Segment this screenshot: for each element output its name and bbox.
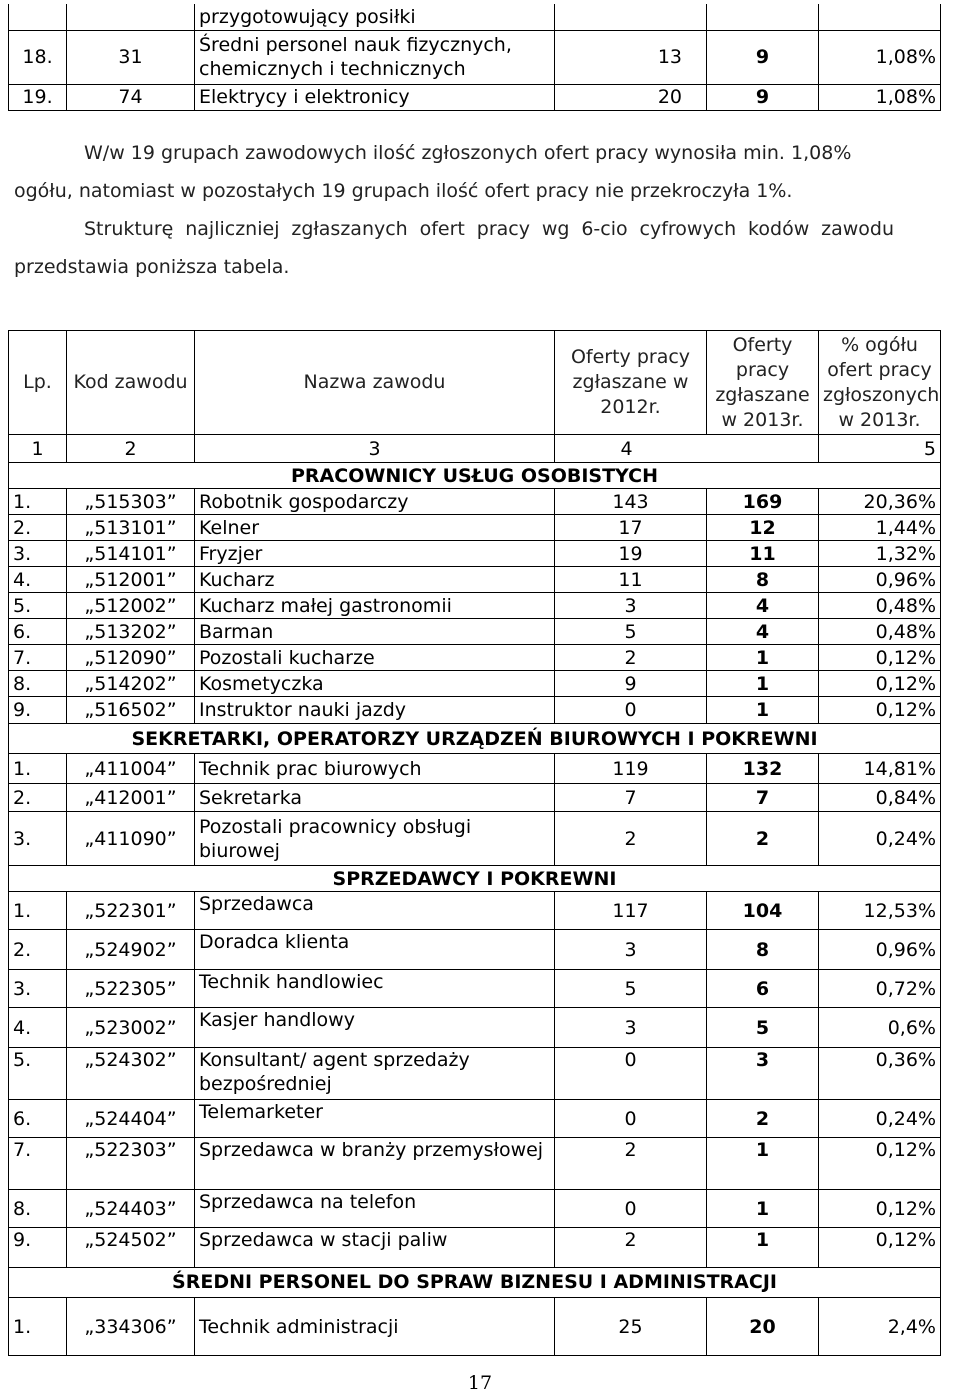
name-cell: Fryzjer xyxy=(195,541,555,567)
code-cell: „523002” xyxy=(67,1008,195,1048)
section-title: ŚREDNI PERSONEL DO SPRAW BIZNESU I ADMINISTRACJI xyxy=(9,1268,941,1298)
pct-cell: 0,48% xyxy=(819,619,941,645)
table-row xyxy=(9,4,941,30)
number-cell: 2 xyxy=(67,435,195,463)
lp-cell: 8. xyxy=(9,1190,67,1228)
code-cell: „524302” xyxy=(67,1048,195,1100)
v2013-cell: 7 xyxy=(707,784,819,812)
paragraph-line: ogółu, natomiast w pozostałych 19 grupach ilość ofert pracy nie przekroczyła 1%. xyxy=(14,180,793,202)
lp-cell: 4. xyxy=(9,567,67,593)
table-row xyxy=(9,754,941,784)
v2012-cell: 11 xyxy=(555,567,707,593)
v2013-cell: 2 xyxy=(707,812,819,866)
section-row xyxy=(9,866,941,892)
code-cell: „513202” xyxy=(67,619,195,645)
name-cell: Doradca klienta xyxy=(195,930,555,970)
header-pct: % ogółu ofert pracy zgłoszonych w 2013r. xyxy=(819,331,941,435)
lp-cell: 4. xyxy=(9,1008,67,1048)
section-row xyxy=(9,463,941,489)
v2013-cell: 1 xyxy=(707,671,819,697)
pct-cell: 1,44% xyxy=(819,515,941,541)
table-row xyxy=(9,671,941,697)
pct-cell: 0,12% xyxy=(819,1190,941,1228)
pct-cell: 0,12% xyxy=(819,1138,941,1190)
v2012-cell xyxy=(555,4,707,30)
code-cell: „512002” xyxy=(67,593,195,619)
lp-cell: 8. xyxy=(9,671,67,697)
v2013-cell: 1 xyxy=(707,697,819,724)
lp-cell: 9. xyxy=(9,697,67,724)
v2013-cell: 3 xyxy=(707,1048,819,1100)
lp-cell: 7. xyxy=(9,1138,67,1190)
v2012-cell: 2 xyxy=(555,812,707,866)
pct-cell: 20,36% xyxy=(819,489,941,515)
lp-cell: 2. xyxy=(9,784,67,812)
header-code: Kod zawodu xyxy=(67,331,195,435)
v2013-cell: 4 xyxy=(707,619,819,645)
v2012-cell: 5 xyxy=(555,970,707,1008)
v2013-cell: 8 xyxy=(707,567,819,593)
pct-cell: 0,12% xyxy=(819,697,941,724)
code-cell: „522303” xyxy=(67,1138,195,1190)
pct-cell: 1,08% xyxy=(819,30,941,84)
name-cell: Barman xyxy=(195,619,555,645)
code-cell: „512001” xyxy=(67,567,195,593)
occupation-offers-table xyxy=(8,330,941,1356)
v2013-cell: 12 xyxy=(707,515,819,541)
number-cell: 1 xyxy=(9,435,67,463)
continuation-table xyxy=(8,4,941,111)
header-2013: Oferty pracy zgłaszane w 2013r. xyxy=(707,331,819,435)
v2013-cell: 104 xyxy=(707,892,819,930)
name-cell: Kucharz małej gastronomii xyxy=(195,593,555,619)
v2013-cell: 132 xyxy=(707,754,819,784)
code-cell: „512090” xyxy=(67,645,195,671)
table-row xyxy=(9,1048,941,1100)
v2012-cell: 119 xyxy=(555,754,707,784)
table-row xyxy=(9,1100,941,1138)
name-cell: Instruktor nauki jazdy xyxy=(195,697,555,724)
lp-cell: 5. xyxy=(9,593,67,619)
code-cell: „515303” xyxy=(67,489,195,515)
code-cell: 31 xyxy=(67,30,195,84)
code-cell: „516502” xyxy=(67,697,195,724)
name-cell: Sprzedawca w branży przemysłowej xyxy=(195,1138,555,1190)
paragraph-line: Strukturę najliczniej zgłaszanych ofert pracy wg 6-cio cyfrowych kodów zawodu xyxy=(84,218,894,240)
section-title: SEKRETARKI, OPERATORZY URZĄDZEŃ BIUROWYCH I POKREWNI xyxy=(9,724,941,754)
code-cell: „513101” xyxy=(67,515,195,541)
pct-cell: 0,48% xyxy=(819,593,941,619)
name-cell: Kelner xyxy=(195,515,555,541)
name-cell: Sprzedawca w stacji paliw xyxy=(195,1228,555,1268)
header-row xyxy=(9,331,941,435)
v2012-cell: 17 xyxy=(555,515,707,541)
code-cell: „524502” xyxy=(67,1228,195,1268)
lp-cell: 1. xyxy=(9,754,67,784)
name-cell: Robotnik gospodarczy xyxy=(195,489,555,515)
lp-cell: 1. xyxy=(9,489,67,515)
code-cell: „411004” xyxy=(67,754,195,784)
lp-cell: 2. xyxy=(9,930,67,970)
name-cell: Elektrycy i elektronicy xyxy=(195,84,555,110)
v2013-cell: 1 xyxy=(707,1190,819,1228)
paragraph-line: przedstawia poniższa tabela. xyxy=(14,256,290,278)
table-row xyxy=(9,697,941,724)
header-name: Nazwa zawodu xyxy=(195,331,555,435)
v2012-cell: 0 xyxy=(555,1100,707,1138)
name-cell: Konsultant/ agent sprzedaży bezpośredniej xyxy=(195,1048,555,1100)
v2012-cell: 0 xyxy=(555,697,707,724)
v2013-cell xyxy=(707,4,819,30)
pct-cell: 0,24% xyxy=(819,812,941,866)
lp-cell: 3. xyxy=(9,970,67,1008)
code-cell: „412001” xyxy=(67,784,195,812)
pct-cell: 2,4% xyxy=(819,1298,941,1356)
lp-cell: 1. xyxy=(9,1298,67,1356)
code-cell: „522305” xyxy=(67,970,195,1008)
code-cell xyxy=(67,4,195,30)
name-cell: Technik prac biurowych xyxy=(195,754,555,784)
table-row xyxy=(9,1190,941,1228)
name-cell: Średni personel nauk fizycznych, chemicznych i technicznych xyxy=(195,30,555,84)
section-row xyxy=(9,1268,941,1298)
section-title: PRACOWNICY USŁUG OSOBISTYCH xyxy=(9,463,941,489)
name-cell: Sprzedawca xyxy=(195,892,555,930)
v2013-cell: 2 xyxy=(707,1100,819,1138)
lp-cell: 7. xyxy=(9,645,67,671)
code-cell: „524404” xyxy=(67,1100,195,1138)
lp-cell: 5. xyxy=(9,1048,67,1100)
lp-cell: 6. xyxy=(9,619,67,645)
pct-cell: 14,81% xyxy=(819,754,941,784)
code-cell: „411090” xyxy=(67,812,195,866)
pct-cell: 12,53% xyxy=(819,892,941,930)
lp-cell: 1. xyxy=(9,892,67,930)
header-lp: Lp. xyxy=(9,331,67,435)
pct-cell: 0,12% xyxy=(819,671,941,697)
pct-cell: 1,08% xyxy=(819,84,941,110)
pct-cell: 0,96% xyxy=(819,930,941,970)
v2013-cell: 169 xyxy=(707,489,819,515)
lp-cell: 9. xyxy=(9,1228,67,1268)
table-row xyxy=(9,645,941,671)
v2012-cell: 13 xyxy=(555,30,707,84)
table-row xyxy=(9,812,941,866)
v2013-cell: 9 xyxy=(707,84,819,110)
v2013-cell: 4 xyxy=(707,593,819,619)
name-cell: Kucharz xyxy=(195,567,555,593)
v2012-cell: 19 xyxy=(555,541,707,567)
v2012-cell: 2 xyxy=(555,1138,707,1190)
number-cell: 5 xyxy=(819,435,941,463)
code-cell: 74 xyxy=(67,84,195,110)
v2012-cell: 2 xyxy=(555,1228,707,1268)
code-cell: „522301” xyxy=(67,892,195,930)
pct-cell: 0,96% xyxy=(819,567,941,593)
v2012-cell: 117 xyxy=(555,892,707,930)
v2012-cell: 3 xyxy=(555,930,707,970)
name-cell: Kasjer handlowy xyxy=(195,1008,555,1048)
table-row xyxy=(9,784,941,812)
code-cell: „334306” xyxy=(67,1298,195,1356)
table-row xyxy=(9,1138,941,1190)
table-row xyxy=(9,567,941,593)
v2012-cell: 143 xyxy=(555,489,707,515)
lp-cell: 3. xyxy=(9,812,67,866)
v2013-cell: 5 xyxy=(707,1008,819,1048)
table-row xyxy=(9,515,941,541)
name-cell: Technik handlowiec xyxy=(195,970,555,1008)
v2013-cell: 1 xyxy=(707,645,819,671)
code-cell: „524902” xyxy=(67,930,195,970)
v2012-cell: 2 xyxy=(555,645,707,671)
lp-cell: 19. xyxy=(9,84,67,110)
v2013-cell: 9 xyxy=(707,30,819,84)
name-cell: Sekretarka xyxy=(195,784,555,812)
table-row xyxy=(9,489,941,515)
v2012-cell: 0 xyxy=(555,1048,707,1100)
section-row xyxy=(9,724,941,754)
table-row xyxy=(9,30,941,84)
pct-cell: 0,6% xyxy=(819,1008,941,1048)
lp-cell: 6. xyxy=(9,1100,67,1138)
table-row xyxy=(9,84,941,110)
paragraph-structure xyxy=(14,210,894,286)
lp-cell: 18. xyxy=(9,30,67,84)
pct-cell: 0,12% xyxy=(819,1228,941,1268)
pct-cell: 0,84% xyxy=(819,784,941,812)
v2012-cell: 3 xyxy=(555,1008,707,1048)
pct-cell: 0,24% xyxy=(819,1100,941,1138)
code-cell: „514202” xyxy=(67,671,195,697)
name-cell: Sprzedawca na telefon xyxy=(195,1190,555,1228)
v2012-cell: 5 xyxy=(555,619,707,645)
table-row xyxy=(9,1298,941,1356)
name-cell: Telemarketer xyxy=(195,1100,555,1138)
name-cell: Pozostali pracownicy obsługi biurowej xyxy=(195,812,555,866)
v2013-cell: 1 xyxy=(707,1138,819,1190)
pct-cell xyxy=(819,4,941,30)
paragraph-line: W/w 19 grupach zawodowych ilość zgłoszonych ofert pracy wynosiła min. 1,08% xyxy=(84,142,852,164)
pct-cell: 0,72% xyxy=(819,970,941,1008)
table-row xyxy=(9,1008,941,1048)
v2012-cell: 7 xyxy=(555,784,707,812)
v2012-cell: 3 xyxy=(555,593,707,619)
pct-cell: 0,12% xyxy=(819,645,941,671)
v2012-cell: 20 xyxy=(555,84,707,110)
v2013-cell: 20 xyxy=(707,1298,819,1356)
code-cell: „514101” xyxy=(67,541,195,567)
lp-cell: 3. xyxy=(9,541,67,567)
table-row xyxy=(9,930,941,970)
pct-cell: 0,36% xyxy=(819,1048,941,1100)
header-2012: Oferty pracy zgłaszane w 2012r. xyxy=(555,331,707,435)
name-cell: Technik administracji xyxy=(195,1298,555,1356)
table-row xyxy=(9,892,941,930)
lp-cell xyxy=(9,4,67,30)
code-cell: „524403” xyxy=(67,1190,195,1228)
paragraph-summary xyxy=(14,134,894,210)
name-cell: Pozostali kucharze xyxy=(195,645,555,671)
table-row xyxy=(9,1228,941,1268)
table-row xyxy=(9,541,941,567)
lp-cell: 2. xyxy=(9,515,67,541)
number-cell: 3 xyxy=(195,435,555,463)
page-number: 17 xyxy=(467,1372,493,1394)
table-row xyxy=(9,619,941,645)
pct-cell: 1,32% xyxy=(819,541,941,567)
number-cell: 4 xyxy=(555,435,819,463)
v2013-cell: 8 xyxy=(707,930,819,970)
v2013-cell: 6 xyxy=(707,970,819,1008)
name-cell: Kosmetyczka xyxy=(195,671,555,697)
v2013-cell: 11 xyxy=(707,541,819,567)
v2012-cell: 9 xyxy=(555,671,707,697)
table-row xyxy=(9,593,941,619)
v2012-cell: 25 xyxy=(555,1298,707,1356)
v2013-cell: 1 xyxy=(707,1228,819,1268)
name-cell: przygotowujący posiłki xyxy=(195,4,555,30)
section-title: SPRZEDAWCY I POKREWNI xyxy=(9,866,941,892)
numbering-row xyxy=(9,435,941,463)
v2012-cell: 0 xyxy=(555,1190,707,1228)
table-row xyxy=(9,970,941,1008)
